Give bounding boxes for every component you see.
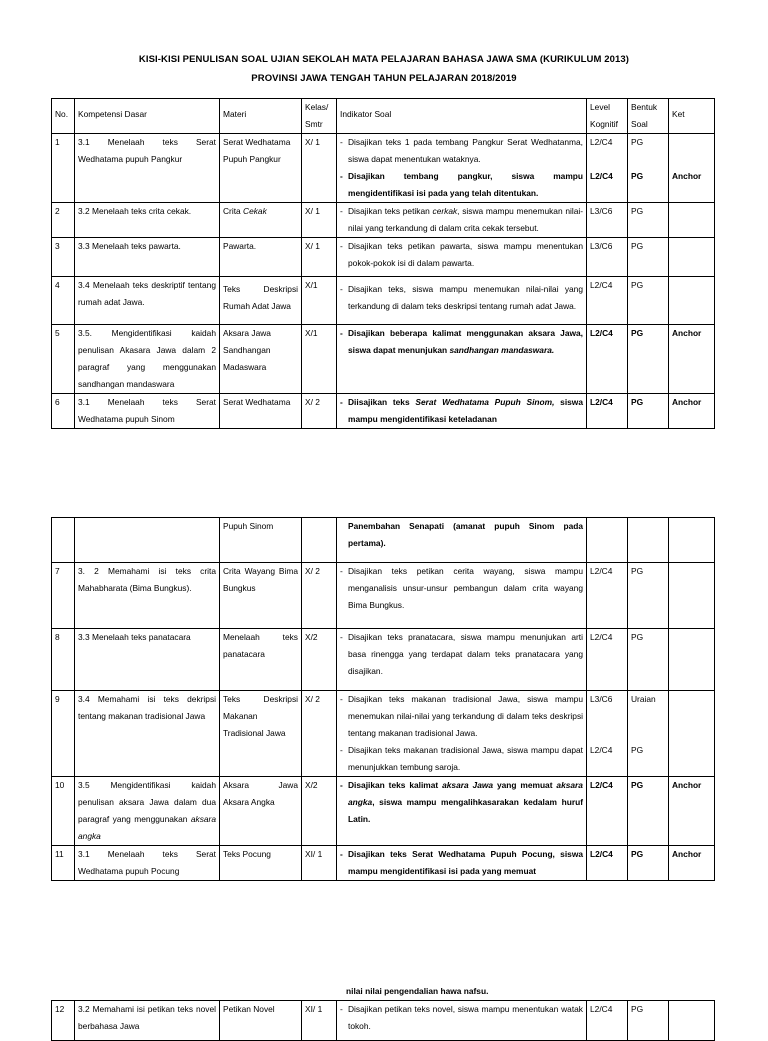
cell-bentuk: PG <box>628 846 669 881</box>
cell-kompetensi-dasar: 3.4 Menelaah teks deskriptif tentang rumah adat Jawa. <box>75 277 220 325</box>
cell-level: L2/C4 <box>587 846 628 881</box>
continued-indicator-text: nilai nilai pengendalian hawa nafsu. <box>346 986 489 996</box>
header-kelas-smtr: Kelas/ Smtr <box>302 99 337 134</box>
cell-ket <box>669 629 715 691</box>
cell-bentuk: PG <box>628 394 669 429</box>
cell-bentuk: PG PG <box>628 134 669 203</box>
cell-ket: Anchor <box>669 394 715 429</box>
header-kompetensi-dasar: Kompetensi Dasar <box>75 99 220 134</box>
cell-materi: Crita Cekak <box>220 203 302 238</box>
cell-no: 10 <box>52 777 75 846</box>
cell-level: L2/C4 <box>587 563 628 629</box>
cell-materi: Aksara Jawa Sandhangan Madaswara <box>220 325 302 394</box>
cell-indikator: - Disajikan teks Serat Wedhatama Pupuh Pocung, siswa mampu mengidentifikasi isi pada yang memuat <box>337 846 587 881</box>
table-row <box>52 277 715 325</box>
cell-indikator: - Disajikan petikan teks novel, siswa mampu menentukan watak tokoh. <box>337 1001 587 1041</box>
cell-materi: Aksara Jawa Aksara Angka <box>220 777 302 846</box>
cell-bentuk: PG <box>628 277 669 325</box>
cell-kelas: XI/ 1 <box>302 846 337 881</box>
cell-kompetensi-dasar: 3.5. Mengidentifikasi kaidah penulisan Akasara Jawa dalam 2 paragraf yang menggunakan sandhangan mandaswara <box>75 325 220 394</box>
cell-bentuk <box>628 518 669 563</box>
cell-no: 5 <box>52 325 75 394</box>
table-row <box>52 1001 715 1041</box>
table-header-row <box>52 99 715 134</box>
header-level-kognitif: Level Kognitif <box>587 99 628 134</box>
cell-materi: Teks Pocung <box>220 846 302 881</box>
cell-level: L2/C4 <box>587 1001 628 1041</box>
cell-level: L2/C4 <box>587 325 628 394</box>
cell-ket: Anchor <box>669 325 715 394</box>
cell-materi: Pawarta. <box>220 238 302 277</box>
cell-kompetensi-dasar <box>75 518 220 563</box>
kisi-kisi-table-part-3 <box>51 1000 715 1041</box>
cell-materi: Petikan Novel <box>220 1001 302 1041</box>
cell-materi: Teks Deskripsi Rumah Adat Jawa <box>220 277 302 325</box>
cell-kelas <box>302 518 337 563</box>
cell-materi: Pupuh Sinom <box>220 518 302 563</box>
cell-kelas: X/ 2 <box>302 563 337 629</box>
table-row <box>52 238 715 277</box>
cell-ket <box>669 563 715 629</box>
cell-kompetensi-dasar: 3.2 Memahami isi petikan teks novel berbahasa Jawa <box>75 1001 220 1041</box>
header-materi: Materi <box>220 99 302 134</box>
cell-kompetensi-dasar: 3.2 Menelaah teks crita cekak. <box>75 203 220 238</box>
kisi-kisi-table-part-2 <box>51 517 715 881</box>
table-row <box>52 629 715 691</box>
cell-level: L2/C4 <box>587 629 628 691</box>
table-row <box>52 394 715 429</box>
kisi-kisi-table-part-1 <box>51 98 715 429</box>
cell-level: L3/C6 L2/C4 <box>587 691 628 777</box>
cell-indikator: - Disajikan teks petikan cerita wayang, siswa mampu menganalisis unsur-unsur pembangun dalam crita wayang Bima Bungkus. <box>337 563 587 629</box>
cell-level: L2/C4 <box>587 394 628 429</box>
cell-bentuk: PG <box>628 238 669 277</box>
cell-ket <box>669 203 715 238</box>
cell-level <box>587 518 628 563</box>
cell-bentuk: Uraian PG <box>628 691 669 777</box>
table-row <box>52 563 715 629</box>
cell-kompetensi-dasar: 3.4 Memahami isi teks dekripsi tentang makanan tradisional Jawa <box>75 691 220 777</box>
cell-bentuk: PG <box>628 1001 669 1041</box>
cell-ket <box>669 518 715 563</box>
cell-kelas: X/2 <box>302 777 337 846</box>
cell-no: 1 <box>52 134 75 203</box>
cell-no: 12 <box>52 1001 75 1041</box>
cell-level: L3/C6 <box>587 238 628 277</box>
cell-materi: Serat Wedhatama Pupuh Pangkur <box>220 134 302 203</box>
cell-materi: Teks Deskripsi Makanan Tradisional Jawa <box>220 691 302 777</box>
cell-materi: Serat Wedhatama <box>220 394 302 429</box>
document-title: KISI-KISI PENULISAN SOAL UJIAN SEKOLAH MATA PELAJARAN BAHASA JAWA SMA (KURIKULUM 2013) <box>138 54 630 65</box>
cell-kelas: X/2 <box>302 629 337 691</box>
cell-materi: Menelaah teks panatacara <box>220 629 302 691</box>
cell-indikator: - Disajikan teks makanan tradisional Jawa, siswa mampu menemukan nilai-nilai yang terkandung di dalam teks deskripsi tentang makanan tradisional Jawa. - Disajikan teks makanan tradisional Jawa, siswa mampu dapat menunjukkan tembung saroja. <box>337 691 587 777</box>
cell-kompetensi-dasar: 3.5 Mengidentifikasi kaidah penulisan aksara Jawa dalam dua paragraf yang menggunakan aksara angka <box>75 777 220 846</box>
table-row <box>52 203 715 238</box>
cell-bentuk: PG <box>628 563 669 629</box>
cell-kelas: X/1 <box>302 325 337 394</box>
cell-indikator: - Disajikan beberapa kalimat menggunakan aksara Jawa, siswa dapat menunjukan sandhangan mandaswara. <box>337 325 587 394</box>
cell-ket <box>669 1001 715 1041</box>
header-bentuk-soal: Bentuk Soal <box>628 99 669 134</box>
cell-level: L3/C6 <box>587 203 628 238</box>
document-subtitle: PROVINSI JAWA TENGAH TAHUN PELAJARAN 2018/2019 <box>251 73 517 84</box>
cell-no <box>52 518 75 563</box>
cell-level: L2/C4 L2/C4 <box>587 134 628 203</box>
table-row <box>52 846 715 881</box>
table-row <box>52 691 715 777</box>
cell-ket <box>669 691 715 777</box>
header-no: No. <box>52 99 75 134</box>
cell-level: L2/C4 <box>587 277 628 325</box>
cell-indikator: - Disajikan teks kalimat aksara Jawa yang memuat aksara angka, siswa mampu mengalihkasarakan kedalam huruf Latin. <box>337 777 587 846</box>
cell-level: L2/C4 <box>587 777 628 846</box>
cell-no: 11 <box>52 846 75 881</box>
cell-kompetensi-dasar: 3.1 Menelaah teks Serat Wedhatama pupuh Pangkur <box>75 134 220 203</box>
table-row <box>52 134 715 203</box>
cell-no: 8 <box>52 629 75 691</box>
cell-kelas: X/1 <box>302 277 337 325</box>
cell-kelas: X/ 1 <box>302 134 337 203</box>
cell-kompetensi-dasar: 3.1 Menelaah teks Serat Wedhatama pupuh Sinom <box>75 394 220 429</box>
table-row <box>52 777 715 846</box>
cell-ket: Anchor <box>669 777 715 846</box>
cell-no: 2 <box>52 203 75 238</box>
cell-ket: Anchor <box>669 846 715 881</box>
header-indikator-soal: Indikator Soal <box>337 99 587 134</box>
cell-ket: Anchor <box>669 134 715 203</box>
cell-ket <box>669 277 715 325</box>
cell-indikator: - Disajikan teks, siswa mampu menemukan nilai-nilai yang terkandung di dalam teks deskripsi tentang rumah adat Jawa. <box>337 277 587 325</box>
cell-indikator: - Disajikan teks pranatacara, siswa mampu menunjukan arti basa rinengga yang terdapat dalam teks pranatacara yang disajikan. <box>337 629 587 691</box>
cell-kompetensi-dasar: 3.3 Menelaah teks panatacara <box>75 629 220 691</box>
cell-materi: Crita Wayang Bima Bungkus <box>220 563 302 629</box>
cell-indikator: - Diisajikan teks Serat Wedhatama Pupuh Sinom, siswa mampu mengidentifikasi keteladanan <box>337 394 587 429</box>
cell-no: 6 <box>52 394 75 429</box>
cell-kelas: X/ 2 <box>302 691 337 777</box>
cell-ket <box>669 238 715 277</box>
cell-kelas: X/ 1 <box>302 203 337 238</box>
table-row <box>52 325 715 394</box>
cell-no: 4 <box>52 277 75 325</box>
table-row-continued <box>52 518 715 563</box>
cell-kelas: XI/ 1 <box>302 1001 337 1041</box>
cell-indikator: - Disajikan teks petikan cerkak, siswa mampu menemukan nilai-nilai yang terkandung di dalam crita cekak tersebut. <box>337 203 587 238</box>
cell-no: 9 <box>52 691 75 777</box>
cell-bentuk: PG <box>628 325 669 394</box>
cell-no: 3 <box>52 238 75 277</box>
cell-indikator: - Disajikan teks 1 pada tembang Pangkur Serat Wedhatanma, siswa dapat menentukan wataknya. - Disajikan tembang pangkur, siswa mampu mengidentifikasi isi pada yang telah ditentukan. <box>337 134 587 203</box>
cell-indikator: Panembahan Senapati (amanat pupuh Sinom pada pertama). <box>337 518 587 563</box>
cell-indikator: - Disajikan teks petikan pawarta, siswa mampu menentukan pokok-pokok isi di dalam pawarta. <box>337 238 587 277</box>
header-ket: Ket <box>669 99 715 134</box>
cell-bentuk: PG <box>628 629 669 691</box>
cell-bentuk: PG <box>628 777 669 846</box>
cell-kompetensi-dasar: 3.3 Menelaah teks pawarta. <box>75 238 220 277</box>
cell-kelas: X/ 2 <box>302 394 337 429</box>
cell-kompetensi-dasar: 3. 2 Memahami isi teks crita Mahabharata (Bima Bungkus). <box>75 563 220 629</box>
cell-kelas: X/ 1 <box>302 238 337 277</box>
cell-kompetensi-dasar: 3.1 Menelaah teks Serat Wedhatama pupuh Pocung <box>75 846 220 881</box>
cell-no: 7 <box>52 563 75 629</box>
cell-bentuk: PG <box>628 203 669 238</box>
